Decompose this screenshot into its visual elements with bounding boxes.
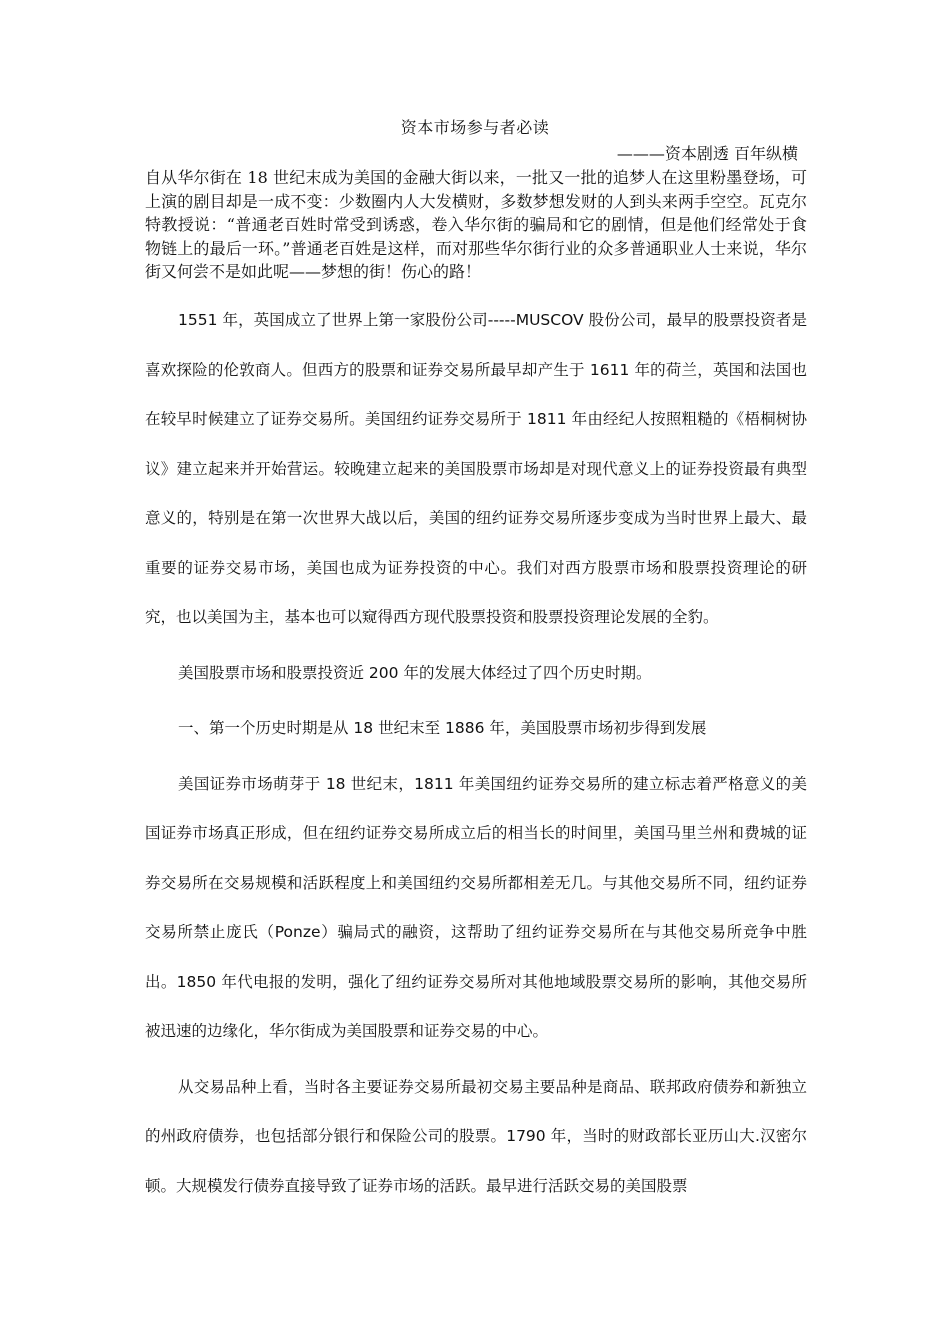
section-heading-first-period: 一、第一个历史时期是从 18 世纪末至 1886 年，美国股票市场初步得到发展 (178, 719, 707, 737)
paragraph-history-origins: 1551 年，英国成立了世界上第一家股份公司-----MUSCOV 股份公司，最早的股票投资者是喜欢探险的伦敦商人。但西方的股票和证券交易所最早却产生于 1611 年的荷兰，英国和法国也在较早时候建立了证券交易所。美国纽约证券交易所于 1811 年由经纪人按照粗糙的《梧桐树协议》建立起来并开始营运。较晚建立起来的美国股票市场却是对现代意义上的证券投资最有典型意义的，特别是在第一次世界大战以后，美国的纽约证券交易所逐步变成为当时世界上最大、最重要的证券交易市场，美国也成为证券投资的中心。我们对西方股票市场和股票投资理论的研究，也以美国为主，基本也可以窥得西方现代股票投资和股票投资理论发展的全豹。 (145, 311, 807, 626)
paragraph-trading-instruments: 从交易品种上看，当时各主要证券交易所最初交易主要品种是商品、联邦政府债券和新独立的州政府债券，也包括部分银行和保险公司的股票。1790 年，当时的财政部长亚历山大.汉密尔顿。大规模发行债券直接导致了证券市场的活跃。最早进行活跃交易的美国股票 (145, 1077, 807, 1195)
body-text (145, 296, 807, 1211)
paragraph-four-periods: 美国股票市场和股票投资近 200 年的发展大体经过了四个历史时期。 (178, 663, 652, 682)
document-title: 资本市场参与者必读 (400, 118, 550, 137)
paragraph-market-formation: 美国证券市场萌芽于 18 世纪末，1811 年美国纽约证券交易所的建立标志着严格意义的美国证券市场真正形成，但在纽约证券交易所成立后的相当长的时间里，美国马里兰州和费城的证券交易所在交易规模和活跃程度上和美国纽约交易所都相差无几。与其他交易所不同，纽约证券交易所禁止庞氏（Ponze）骗局式的融资，这帮助了纽约证券交易所在与其他交易所竞争中胜出。1850 年代电报的发明，强化了纽约证券交易所对其他地域股票交易所的影响，其他交易所被迅速的边缘化，华尔街成为美国股票和证券交易的中心。 (145, 774, 807, 1040)
document-subtitle: ———资本剧透 百年纵横 (616, 144, 798, 163)
intro-paragraph: 自从华尔街在 18 世纪末成为美国的金融大街以来，一批又一批的追梦人在这里粉墨登场，可上演的剧目却是一成不变：少数圈内人大发横财，多数梦想发财的人到头来两手空空。瓦克尔特教授说：“普通老百姓时常受到诱惑，卷入华尔街的骗局和它的剧情，但是他们经常处于食物链上的最后一环。”普通老百姓是这样，而对那些华尔街行业的众多普通职业人士来说，华尔街又何尝不是如此呢——梦想的街！伤心的路！ (145, 168, 807, 281)
